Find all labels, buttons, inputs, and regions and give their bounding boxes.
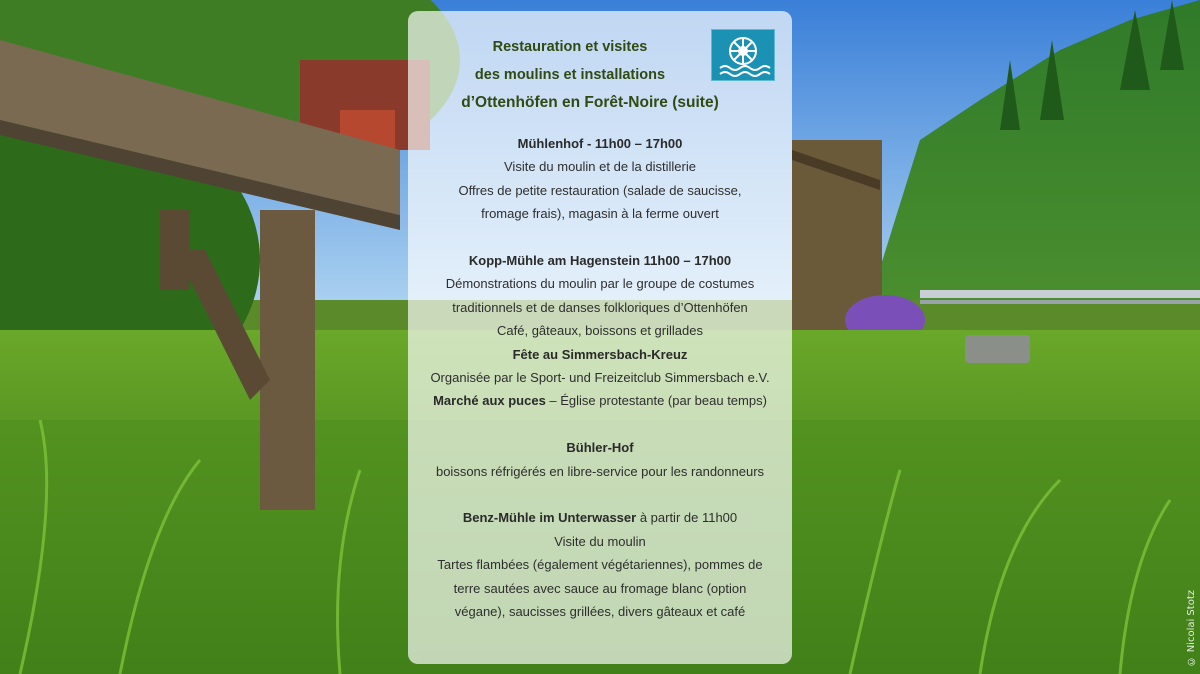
muehlenhof-heading: Mühlenhof - 11h00 – 17h00 [517,136,683,151]
benz-line-4: végane), saucisses grillées, divers gâteaux et café [454,604,746,620]
benz-heading-bold: Benz-Mühle im Unterwasser [462,510,637,526]
muehlenhof-line-2: Offres de petite restauration (salade de saucisse, [458,182,742,198]
benz-line-1: Visite du moulin [554,533,646,549]
title-line-1: Restauration et visites [492,39,648,55]
muehlenhof-line-3: fromage frais), magasin à la ferme ouvert [481,206,719,222]
title-line-2: des moulins et installations [474,67,666,83]
kopp-line-1: Démonstrations du moulin par le groupe de costumes [445,276,755,292]
kopp-heading: Kopp-Mühle am Hagenstein 11h00 – 17h00 [468,253,732,269]
title-line-3: d’Ottenhöfen en Forêt-Noire (suite) [461,94,719,111]
buehler-heading: Bühler-Hof [566,440,634,456]
marche-bold: Marché aux puces [433,393,546,409]
spacer [408,483,792,506]
water-mill-wheel-icon [711,29,775,81]
buehler-line-1: boissons réfrigérés en libre-service pour les randonneurs [435,463,765,479]
muehlenhof-line-1: Visite du moulin et de la distillerie [504,159,696,175]
photo-credit: © Nicolai Stotz [1186,589,1197,666]
info-card [408,11,792,664]
spacer [408,413,792,436]
benz-heading [408,506,792,529]
benz-line-2: Tartes flambées (également végétariennes), pommes de [437,557,763,573]
fete-heading: Fête au Simmersbach-Kreuz [512,346,688,362]
marche-line [408,389,792,412]
benz-heading-rest: à partir de 11h00 [636,510,738,526]
kopp-line-3: Café, gâteaux, boissons et grillades [497,323,703,339]
kopp-line-2: traditionnels et de danses folkloriques d’Ottenhöfen [452,299,748,315]
program-text [408,132,792,623]
spacer [408,226,792,249]
fete-line: Organisée par le Sport- und Freizeitclub Simmersbach e.V. [430,370,770,386]
benz-line-3: terre sautées avec sauce au fromage blanc (option [453,580,747,596]
marche-rest: – Église protestante (par beau temps) [545,393,767,409]
